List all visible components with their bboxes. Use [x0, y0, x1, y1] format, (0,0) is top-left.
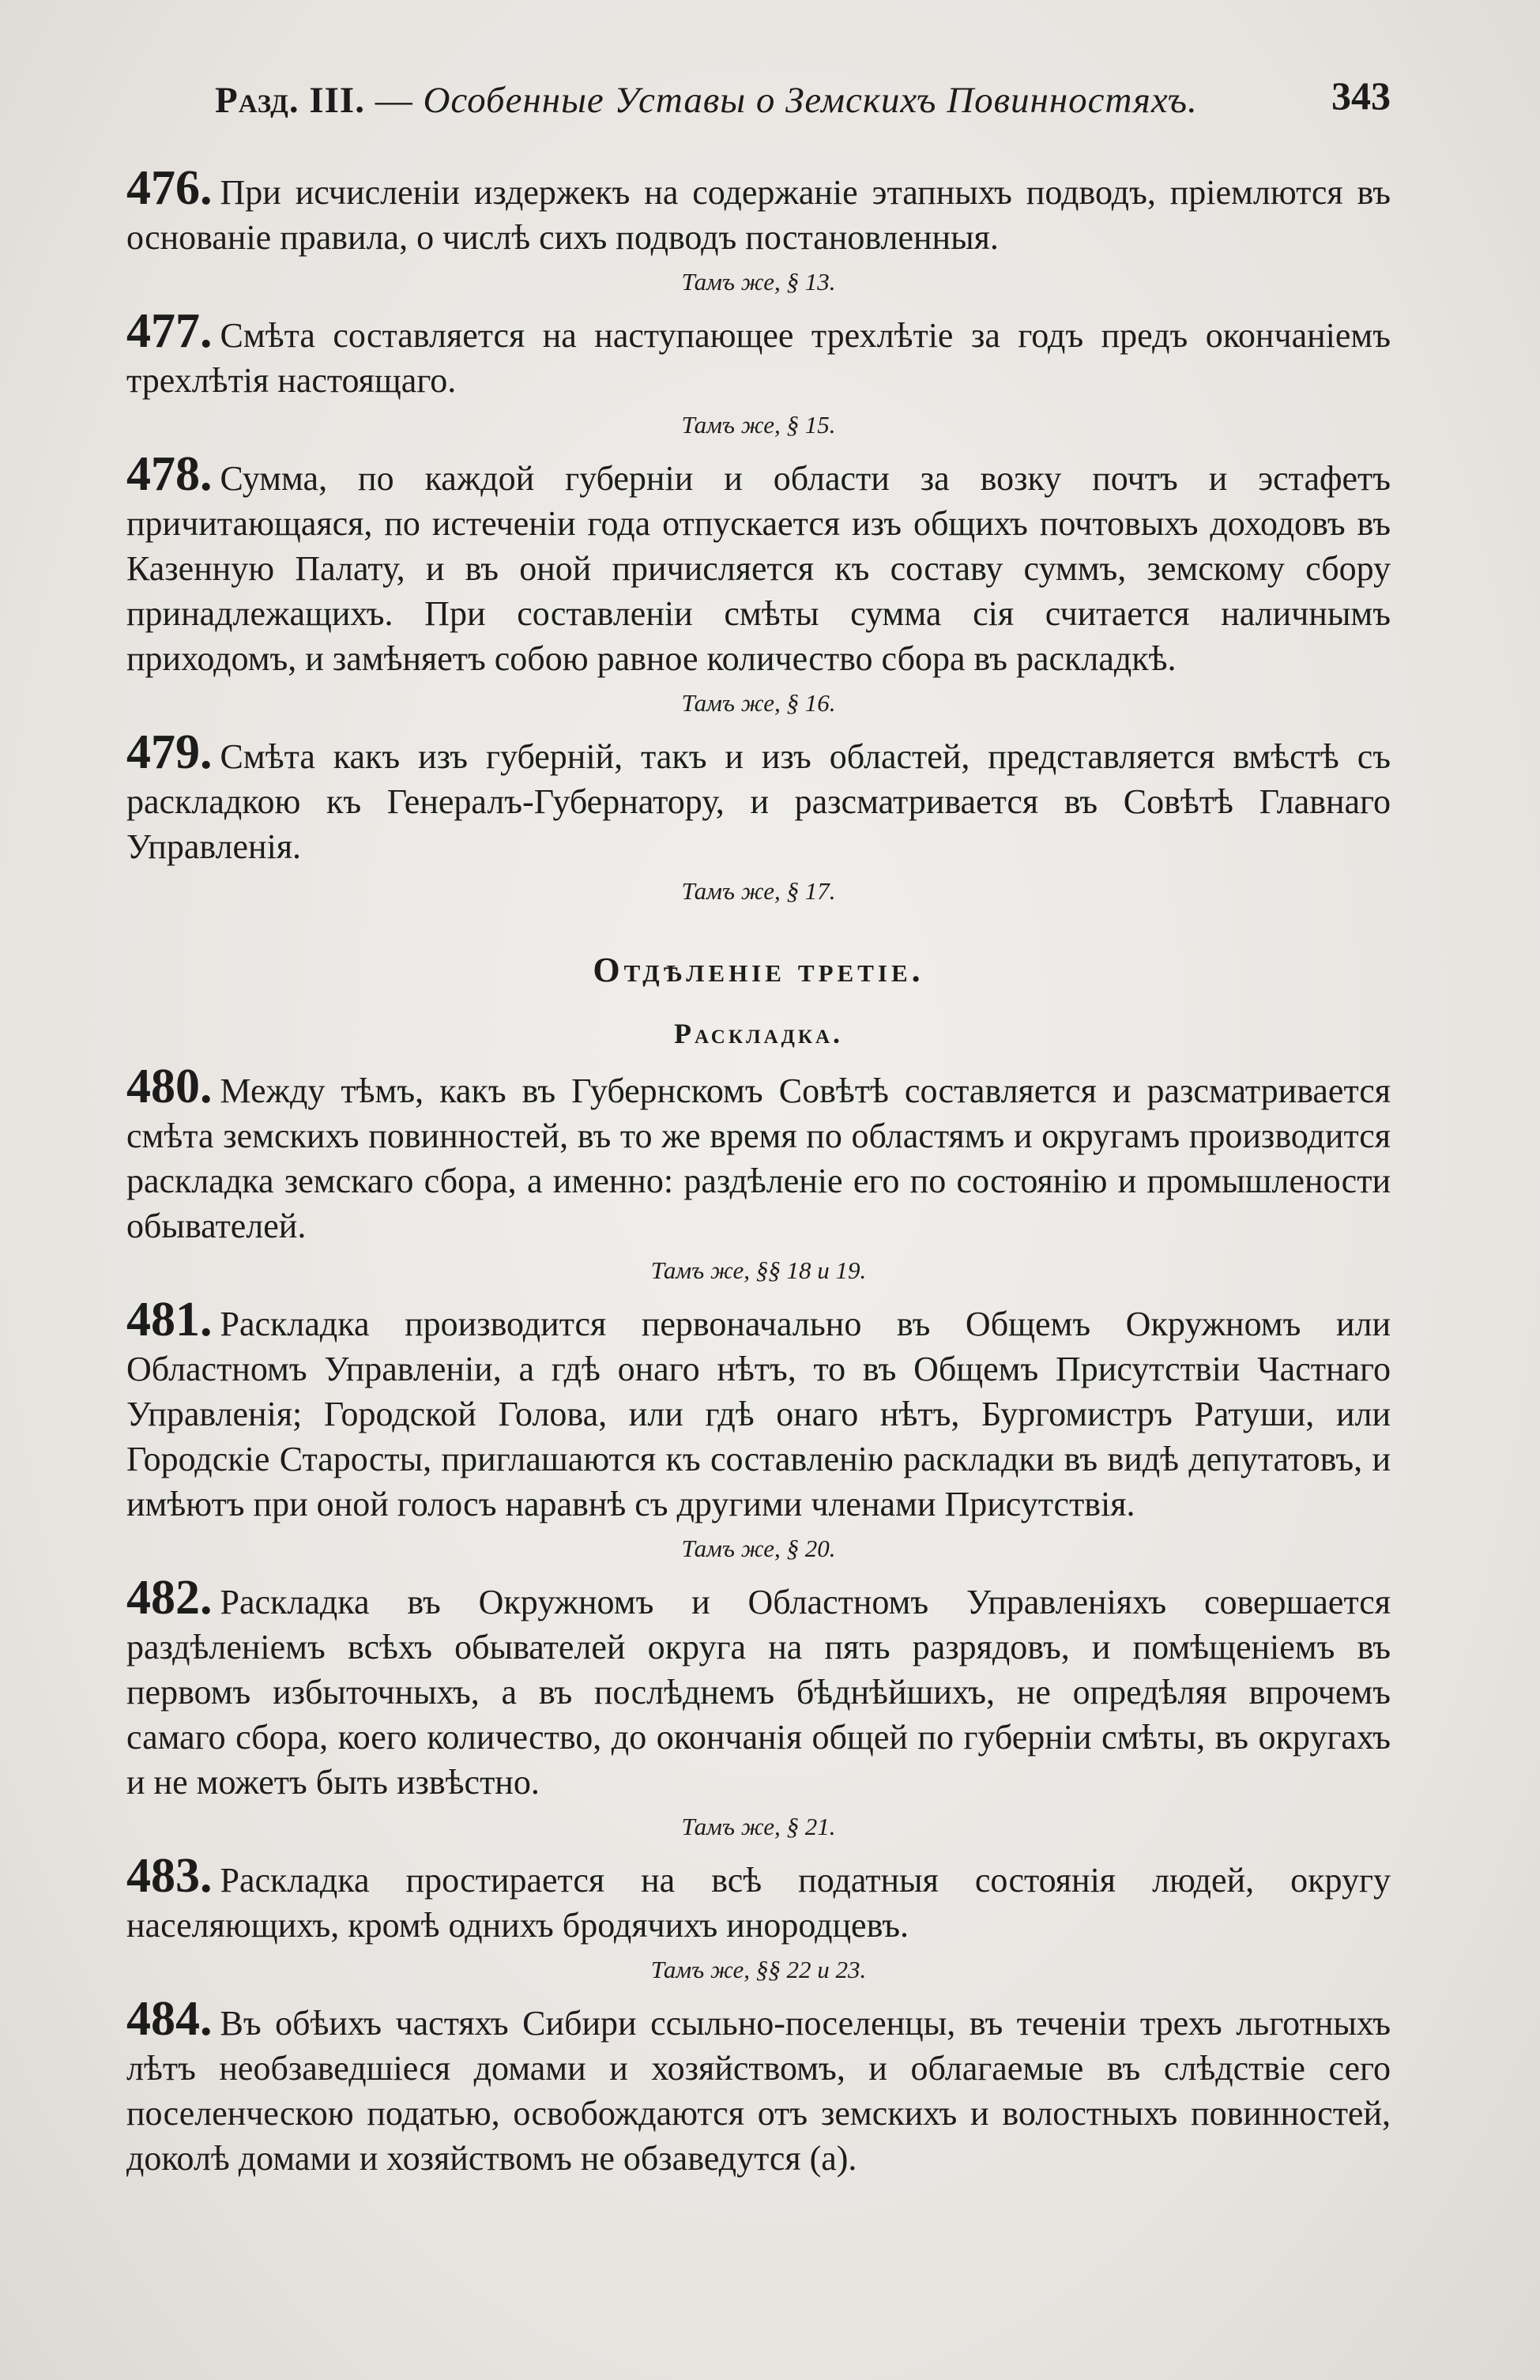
article-body: Въ обѣихъ частяхъ Сибири ссыльно-поселенцы, въ теченіи трехъ льготныхъ лѣтъ необзаведшіеся домами и хозяйствомъ, и облагаемые въ слѣдствіе сего поселенческою податью, освобождаются отъ земскихъ и волостныхъ повинностей, доколѣ домами и хозяйствомъ не обзаведутся (а).: [126, 2004, 1391, 2178]
article-number: 480.: [126, 1060, 213, 1113]
article-body: Раскладка въ Окружномъ и Областномъ Управленіяхъ совершается раздѣленіемъ всѣхъ обывателей округа на пять разрядовъ, и помѣщеніемъ въ первомъ избыточныхъ, а въ послѣднемъ бѣднѣйшихъ, не опредѣляя впрочемъ самаго сбора, коего количество, до окончанія общей по губерніи смѣты, въ округахъ и не можетъ быть извѣстно.: [126, 1583, 1391, 1802]
article-text: [126, 1992, 1391, 2181]
article-text: [126, 1293, 1391, 1527]
article-body: Сумма, по каждой губерніи и области за возку почтъ и эстафетъ причитающаяся, по истеченіи года отпускается изъ общихъ почтовыхъ доходовъ въ Казенную Палату, и въ оной причисляется къ составу суммъ, земскому сбору принадлежащихъ. При составленіи смѣты сумма сія считается наличнымъ приходомъ, и замѣняетъ собою равное количество сбора въ раскладкѣ.: [126, 459, 1391, 678]
source-reference: Тамъ же, § 16.: [681, 689, 836, 717]
article-number: 481.: [126, 1293, 213, 1346]
article-480: [126, 1060, 1391, 1288]
article-body: Между тѣмъ, какъ въ Губернскомъ Совѣтѣ составляется и разсматривается смѣта земскихъ повинностей, въ то же время по областямъ и округамъ производится раскладка земскаго сбора, а именно: раздѣленіе его по состоянію и промышлености обывателей.: [126, 1071, 1391, 1245]
article-body: Раскладка производится первоначально въ Общемъ Окружномъ или Областномъ Управленіи, а гдѣ онаго нѣтъ, то въ Общемъ Присутствіи Частнаго Управленія; Городской Голова, или гдѣ онаго нѣтъ, Бургомистръ Ратуши, или Городскіе Старосты, приглашаются къ составленію раскладки въ видѣ депутатовъ, и имѣютъ при оной голосъ наравнѣ съ другими членами Присутствія.: [126, 1305, 1391, 1523]
header-topic: Особенные Уставы о Земскихъ Повинностяхъ.: [423, 80, 1198, 121]
article-number: 476.: [126, 161, 213, 215]
article-number: 479.: [126, 725, 213, 779]
article-478: [126, 447, 1391, 721]
article-body: При исчисленіи издержекъ на содержаніе этапныхъ подводъ, пріемлются въ основаніе правила, о числѣ сихъ подводъ постановленныя.: [126, 173, 1391, 257]
article-body: Смѣта какъ изъ губерній, такъ и изъ областей, представляется вмѣстѣ съ раскладкою къ Генералъ-Губернатору, и разсматривается въ Совѣтѣ Главнаго Управленія.: [126, 737, 1391, 866]
header-dash: —: [364, 80, 424, 121]
article-number: 484.: [126, 1992, 213, 2046]
article-text: [126, 1060, 1391, 1248]
article-text: [126, 725, 1391, 869]
article-text: [126, 1849, 1391, 1948]
source-reference: Тамъ же, § 17.: [681, 877, 836, 905]
article-number: 477.: [126, 304, 213, 358]
running-title: [215, 79, 1242, 122]
source-reference: Тамъ же, §§ 22 и 23.: [650, 1956, 867, 1983]
section-heading: Отдѣленіе третіе.: [593, 951, 924, 989]
article-number: 483.: [126, 1849, 213, 1903]
source-reference: Тамъ же, § 21.: [681, 1813, 836, 1840]
article-477: [126, 304, 1391, 442]
source-reference: Тамъ же, § 20.: [681, 1535, 836, 1562]
article-479: [126, 725, 1391, 909]
section-subheading: Раскладка.: [673, 1018, 844, 1049]
article-476: [126, 161, 1391, 299]
article-text: [126, 447, 1391, 681]
page-body: [126, 161, 1391, 2181]
source-reference: Тамъ же, §§ 18 и 19.: [650, 1256, 867, 1284]
section-label: Разд. III.: [215, 80, 365, 121]
article-text: [126, 304, 1391, 403]
article-text: [126, 1571, 1391, 1805]
article-482: [126, 1571, 1391, 1844]
source-reference: Тамъ же, § 15.: [681, 411, 836, 439]
page-number: 343: [1331, 73, 1391, 118]
article-number: 482.: [126, 1571, 213, 1625]
article-body: Раскладка простирается на всѣ податныя состоянія людей, округу населяющихъ, кромѣ однихъ бродячихъ инородцевъ.: [126, 1861, 1391, 1945]
source-reference: Тамъ же, § 13.: [681, 268, 836, 296]
article-number: 478.: [126, 447, 213, 501]
running-header: [215, 68, 1391, 131]
article-481: [126, 1293, 1391, 1566]
article-body: Смѣта составляется на наступающее трехлѣтіе за годъ предъ окончаніемъ трехлѣтія настоящаго.: [126, 316, 1391, 400]
article-483: [126, 1849, 1391, 1987]
article-text: [126, 161, 1391, 260]
article-484: [126, 1992, 1391, 2181]
